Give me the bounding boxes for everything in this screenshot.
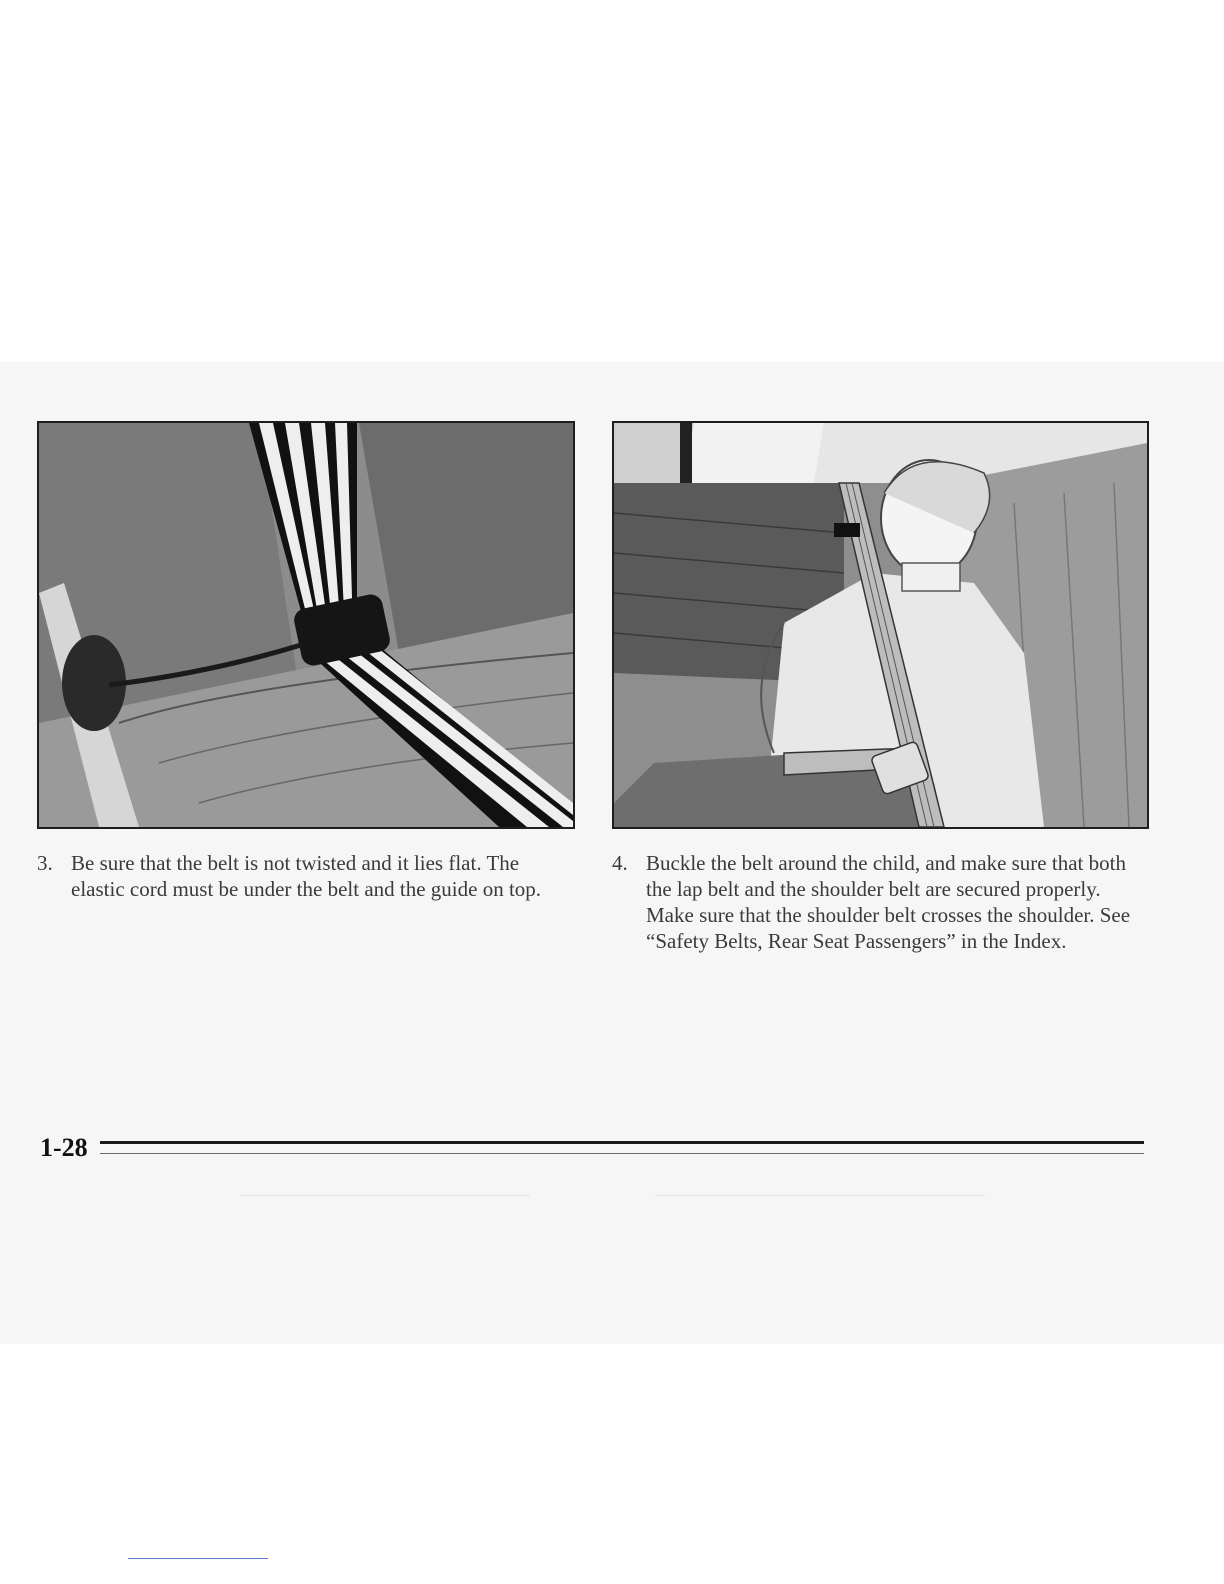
page-number: 1-28 (40, 1133, 88, 1162)
child-seated-illustration (612, 421, 1149, 829)
step-number: 3. (37, 851, 53, 875)
step-text: Be sure that the belt is not twisted and it lies flat. The elastic cord must be under the belt and the guide on top. (71, 851, 542, 901)
footer-rule (100, 1141, 1144, 1144)
step-text: Buckle the belt around the child, and make sure that both the lap belt and the shoulder belt are secured properly. Make sure that the shoulder belt crosses the shoulder. See “Safety Belts, Rear Seat Passengers” in the Index. (646, 851, 1131, 953)
faint-line (240, 1195, 530, 1196)
bottom-link-line (128, 1558, 268, 1559)
faint-line (655, 1195, 985, 1196)
belt-guide-illustration (37, 421, 575, 829)
footer-rule-thin (100, 1153, 1144, 1154)
step-number: 4. (612, 851, 628, 875)
